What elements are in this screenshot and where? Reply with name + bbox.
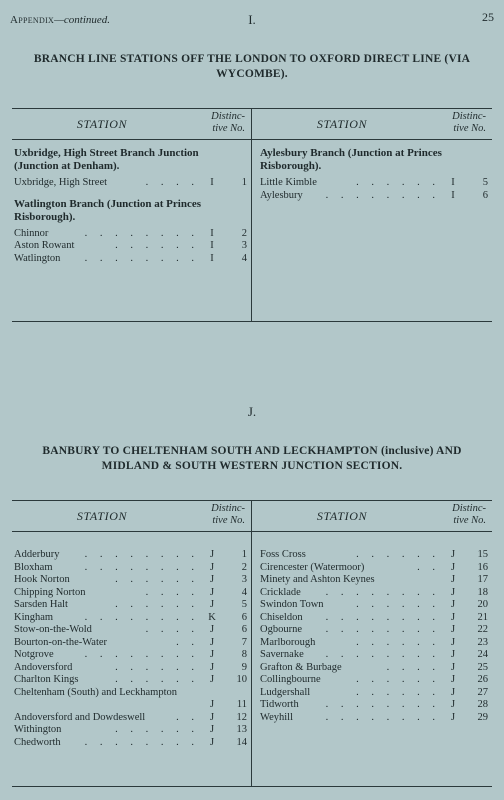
leader-dots: . . . . . . . .: [84, 549, 199, 560]
station-name: Cirencester (Watermoor): [260, 561, 365, 573]
leader-dots: . . . . . .: [356, 686, 440, 698]
distinctive-number: 28: [477, 699, 488, 710]
distinctive-number: 11: [236, 699, 247, 710]
station-row: [14, 599, 251, 612]
leader-dots: . . . . . . . .: [84, 227, 199, 239]
distinctive-letter: J: [209, 711, 215, 723]
distinctive-number: 21: [477, 611, 488, 623]
distinctive-number: 5: [482, 177, 488, 188]
branch-station-list: [260, 177, 492, 202]
distinctive-header-line1: Distinc-: [211, 111, 245, 122]
distinctive-letter: J: [209, 661, 215, 673]
distinctive-letter: J: [450, 674, 456, 685]
station-row: [14, 562, 251, 575]
station-row: [260, 177, 492, 190]
station-row: [260, 612, 492, 625]
leader-dots: . . . . . . . .: [325, 711, 440, 723]
distinctive-number: 27: [477, 686, 488, 698]
distinctive-number: 8: [241, 649, 247, 660]
distinctive-no-header: [211, 111, 245, 135]
distinctive-number: 3: [241, 240, 247, 251]
distinctive-letter: J: [450, 661, 456, 673]
station-name: Swindon Town: [260, 599, 324, 610]
distinctive-number: 1: [241, 549, 247, 560]
section-i-title: BRANCH LINE STATIONS OFF THE LONDON TO OXFORD DIRECT LINE (VIA WYCOMBE).: [33, 53, 471, 80]
branch-station-list: [14, 228, 251, 266]
distinctive-letter: J: [450, 611, 456, 623]
section-j-letter: J.: [247, 404, 257, 419]
leader-dots: . . . .: [145, 624, 199, 635]
station-row: [14, 662, 251, 675]
station-name: Minety and Ashton Keynes: [260, 574, 375, 585]
distinctive-number: 4: [241, 586, 247, 598]
distinctive-letter: J: [209, 699, 215, 710]
station-name: Chedworth: [14, 736, 61, 748]
station-name: Charlton Kings: [14, 674, 79, 685]
station-row: [14, 228, 251, 241]
distinctive-number: 15: [477, 549, 488, 560]
station-row: [14, 177, 251, 190]
distinctive-letter: J: [450, 636, 456, 648]
distinctive-letter: J: [209, 574, 215, 585]
station-row: [260, 562, 492, 575]
distinctive-number: 3: [241, 574, 247, 585]
station-row: [14, 687, 251, 712]
distinctive-header-line1: Distinc-: [452, 111, 486, 122]
station-name: Watlington: [14, 252, 61, 264]
distinctive-header-line1: Distinc-: [452, 503, 486, 514]
distinctive-number: 2: [241, 561, 247, 573]
distinctive-letter: I: [210, 227, 214, 239]
station-column-header: STATION: [316, 509, 368, 523]
station-name: Stow-on-the-Wold: [14, 624, 92, 635]
station-name: Ludgershall: [260, 686, 311, 698]
station-name: Collingbourne: [260, 674, 321, 685]
station-name: Chiseldon: [260, 611, 303, 623]
distinctive-header-line2: tive No.: [212, 123, 245, 134]
section-i-left-body: [14, 139, 251, 265]
station-name: Sarsden Halt: [14, 599, 68, 610]
distinctive-number: 4: [241, 252, 247, 264]
distinctive-number: 13: [236, 724, 247, 735]
section-j-left-column: [12, 501, 251, 786]
station-row: [14, 649, 251, 662]
distinctive-number: 29: [477, 711, 488, 723]
distinctive-letter: J: [450, 649, 456, 660]
leader-dots: . . . .: [145, 177, 199, 188]
station-row: [14, 712, 251, 725]
distinctive-number: 20: [477, 599, 488, 610]
station-name: Aylesbury: [260, 189, 303, 201]
distinctive-header-line2: tive No.: [212, 515, 245, 526]
section-i-right-body: [260, 139, 492, 202]
distinctive-number: 23: [477, 636, 488, 648]
distinctive-no-header: [211, 503, 245, 527]
station-column-header: STATION: [76, 117, 128, 131]
station-name: Little Kimble: [260, 177, 317, 188]
distinctive-number: 10: [236, 674, 247, 685]
distinctive-number: 18: [477, 586, 488, 598]
page-header: [10, 10, 494, 30]
station-name: Tidworth: [260, 699, 299, 710]
station-row: [14, 612, 251, 625]
leader-dots: . .: [176, 711, 199, 723]
section-i-left-colhead: [12, 109, 251, 140]
branch-heading: Uxbridge, High Street Branch Junction (Junction at Denham).: [14, 147, 199, 172]
leader-dots: . . . . . .: [115, 661, 199, 673]
station-row: [14, 253, 251, 266]
distinctive-letter: J: [209, 624, 215, 635]
page-number: 25: [482, 10, 494, 24]
distinctive-number: 5: [241, 599, 247, 610]
station-column-header: STATION: [76, 509, 128, 523]
section-i-left-column: [12, 109, 251, 321]
section-j-table: [12, 500, 492, 787]
leader-dots: . .: [417, 561, 440, 573]
station-name: Kingham: [14, 611, 54, 623]
leader-dots: . . . . . .: [356, 674, 440, 685]
distinctive-letter: J: [209, 649, 215, 660]
distinctive-letter: J: [450, 711, 456, 723]
station-name: Cheltenham (South) and Leckhampton: [14, 686, 178, 698]
section-j-right-column: [251, 501, 492, 786]
distinctive-number: 26: [477, 674, 488, 685]
section-j-left-body: [14, 549, 251, 749]
distinctive-letter: J: [450, 586, 456, 598]
distinctive-number: 16: [477, 561, 488, 573]
leader-dots: . . . . . . . .: [325, 649, 440, 660]
leader-dots: . . . .: [145, 586, 199, 598]
distinctive-number: 7: [241, 636, 247, 648]
station-name: Hook Norton: [14, 574, 70, 585]
leader-dots: . . . .: [386, 661, 440, 673]
distinctive-header-line2: tive No.: [453, 515, 486, 526]
station-row: [260, 599, 492, 612]
leader-dots: . . . . . . . .: [84, 611, 199, 623]
station-row: [260, 674, 492, 687]
leader-dots: . . . . . .: [115, 599, 199, 610]
distinctive-number: 17: [477, 574, 488, 585]
station-row: [260, 662, 492, 675]
station-row: [14, 587, 251, 600]
section-letter-i: I.: [248, 12, 256, 27]
leader-dots: . .: [176, 636, 199, 648]
distinctive-letter: I: [451, 177, 455, 188]
station-name: Weyhill: [260, 711, 293, 723]
station-row: [14, 674, 251, 687]
leader-dots: . . . . . . . .: [84, 252, 199, 264]
distinctive-letter: I: [210, 177, 214, 188]
section-i-table: [12, 108, 492, 322]
station-row: [14, 549, 251, 562]
station-name: Andoversford: [14, 661, 73, 673]
station-name: Savernake: [260, 649, 304, 660]
leader-dots: . . . . . .: [115, 574, 199, 585]
station-name: Cricklade: [260, 586, 301, 598]
station-row: [260, 190, 492, 203]
leader-dots: . . . . . . . .: [84, 561, 199, 573]
distinctive-letter: J: [450, 549, 456, 560]
station-name: Chipping Norton: [14, 586, 86, 598]
distinctive-number: 22: [477, 624, 488, 635]
station-name: Aston Rowant: [14, 240, 75, 251]
branch-heading: Watlington Branch (Junction at Princes Risborough).: [14, 197, 202, 223]
section-i-right-colhead: [252, 109, 492, 140]
distinctive-letter: J: [450, 624, 456, 635]
section-i-right-column: [251, 109, 492, 321]
station-name: Notgrove: [14, 649, 54, 660]
station-name: Bourton-on-the-Water: [14, 636, 108, 648]
distinctive-number: 6: [482, 189, 488, 201]
leader-dots: . . . . . . . .: [325, 586, 440, 598]
leader-dots: . . . . . . . .: [84, 736, 199, 748]
running-head-prefix: Appendix: [10, 14, 55, 26]
station-name: Foss Cross: [260, 549, 306, 560]
distinctive-letter: J: [209, 636, 215, 648]
station-row: [14, 240, 251, 253]
distinctive-number: 9: [241, 661, 247, 673]
distinctive-letter: I: [210, 252, 214, 264]
distinctive-letter: J: [209, 724, 215, 735]
branch-heading: Aylesbury Branch (Junction at Princes Risborough).: [260, 147, 442, 172]
station-row: [14, 737, 251, 750]
distinctive-no-header: [452, 111, 486, 135]
station-row: [260, 624, 492, 637]
distinctive-number: 6: [241, 611, 247, 623]
station-name: Andoversford and Dowdeswell: [14, 711, 146, 723]
station-row: [260, 549, 492, 562]
leader-dots: . . . . . .: [115, 240, 199, 251]
station-row: [260, 574, 492, 587]
station-row: [14, 624, 251, 637]
distinctive-letter: J: [450, 574, 456, 585]
section-j-left-colhead: [12, 501, 251, 532]
distinctive-number: 1: [241, 177, 247, 188]
distinctive-letter: I: [451, 189, 455, 201]
distinctive-letter: J: [450, 599, 456, 610]
station-row: [260, 649, 492, 662]
leader-dots: . . . . . .: [115, 674, 199, 685]
distinctive-letter: J: [209, 674, 215, 685]
distinctive-letter: J: [209, 736, 215, 748]
distinctive-number: 2: [241, 227, 247, 239]
leader-dots: . . . . . .: [115, 724, 199, 735]
leader-dots: . . . . . . . .: [84, 649, 199, 660]
station-row: [260, 637, 492, 650]
distinctive-letter: J: [209, 561, 215, 573]
distinctive-number: 24: [477, 649, 488, 660]
distinctive-letter: K: [208, 611, 216, 623]
running-head-suffix: —continued.: [54, 14, 111, 26]
leader-dots: . . . . . . . .: [325, 624, 440, 635]
station-row: [260, 712, 492, 725]
station-name: Grafton & Burbage: [260, 661, 342, 673]
station-name: Chinnor: [14, 227, 49, 239]
section-j-right-colhead: [252, 501, 492, 532]
section-j-right-body: [260, 549, 492, 724]
distinctive-no-header: [452, 503, 486, 527]
branch-station-list: [14, 177, 251, 190]
leader-dots: . . . . . .: [356, 177, 440, 188]
distinctive-number: 12: [236, 711, 247, 723]
station-column-header: STATION: [316, 117, 368, 131]
station-row: [14, 724, 251, 737]
distinctive-number: 6: [241, 624, 247, 635]
station-row: [260, 687, 492, 700]
distinctive-letter: J: [209, 599, 215, 610]
leader-dots: . . . . . .: [356, 549, 440, 560]
distinctive-header-line1: Distinc-: [211, 503, 245, 514]
distinctive-header-line2: tive No.: [453, 123, 486, 134]
distinctive-letter: J: [450, 561, 456, 573]
leader-dots: . . . . . .: [356, 636, 440, 648]
distinctive-letter: J: [450, 699, 456, 710]
station-name: Withington: [14, 724, 62, 735]
leader-dots: . . . . . . . .: [325, 699, 440, 710]
station-row: [14, 574, 251, 587]
distinctive-letter: J: [209, 586, 215, 598]
leader-dots: . . . . . . . .: [325, 189, 440, 201]
station-name: Uxbridge, High Street: [14, 177, 108, 188]
leader-dots: . . . . . .: [356, 599, 440, 610]
distinctive-number: 25: [477, 661, 488, 673]
station-name: Marlborough: [260, 636, 316, 648]
leader-dots: . . . . . . . .: [325, 611, 440, 623]
station-row: [260, 699, 492, 712]
station-row: [260, 587, 492, 600]
distinctive-letter: I: [210, 240, 214, 251]
station-row: [14, 637, 251, 650]
distinctive-letter: J: [450, 686, 456, 698]
distinctive-number: 14: [236, 736, 247, 748]
distinctive-letter: J: [209, 549, 215, 560]
station-name: Adderbury: [14, 549, 60, 560]
section-j-title: BANBURY TO CHELTENHAM SOUTH AND LECKHAMPTON (inclusive) AND MIDLAND & SOUTH WESTERN JUNCTION SECTION.: [42, 445, 462, 472]
station-name: Ogbourne: [260, 624, 302, 635]
station-name: Bloxham: [14, 561, 53, 573]
